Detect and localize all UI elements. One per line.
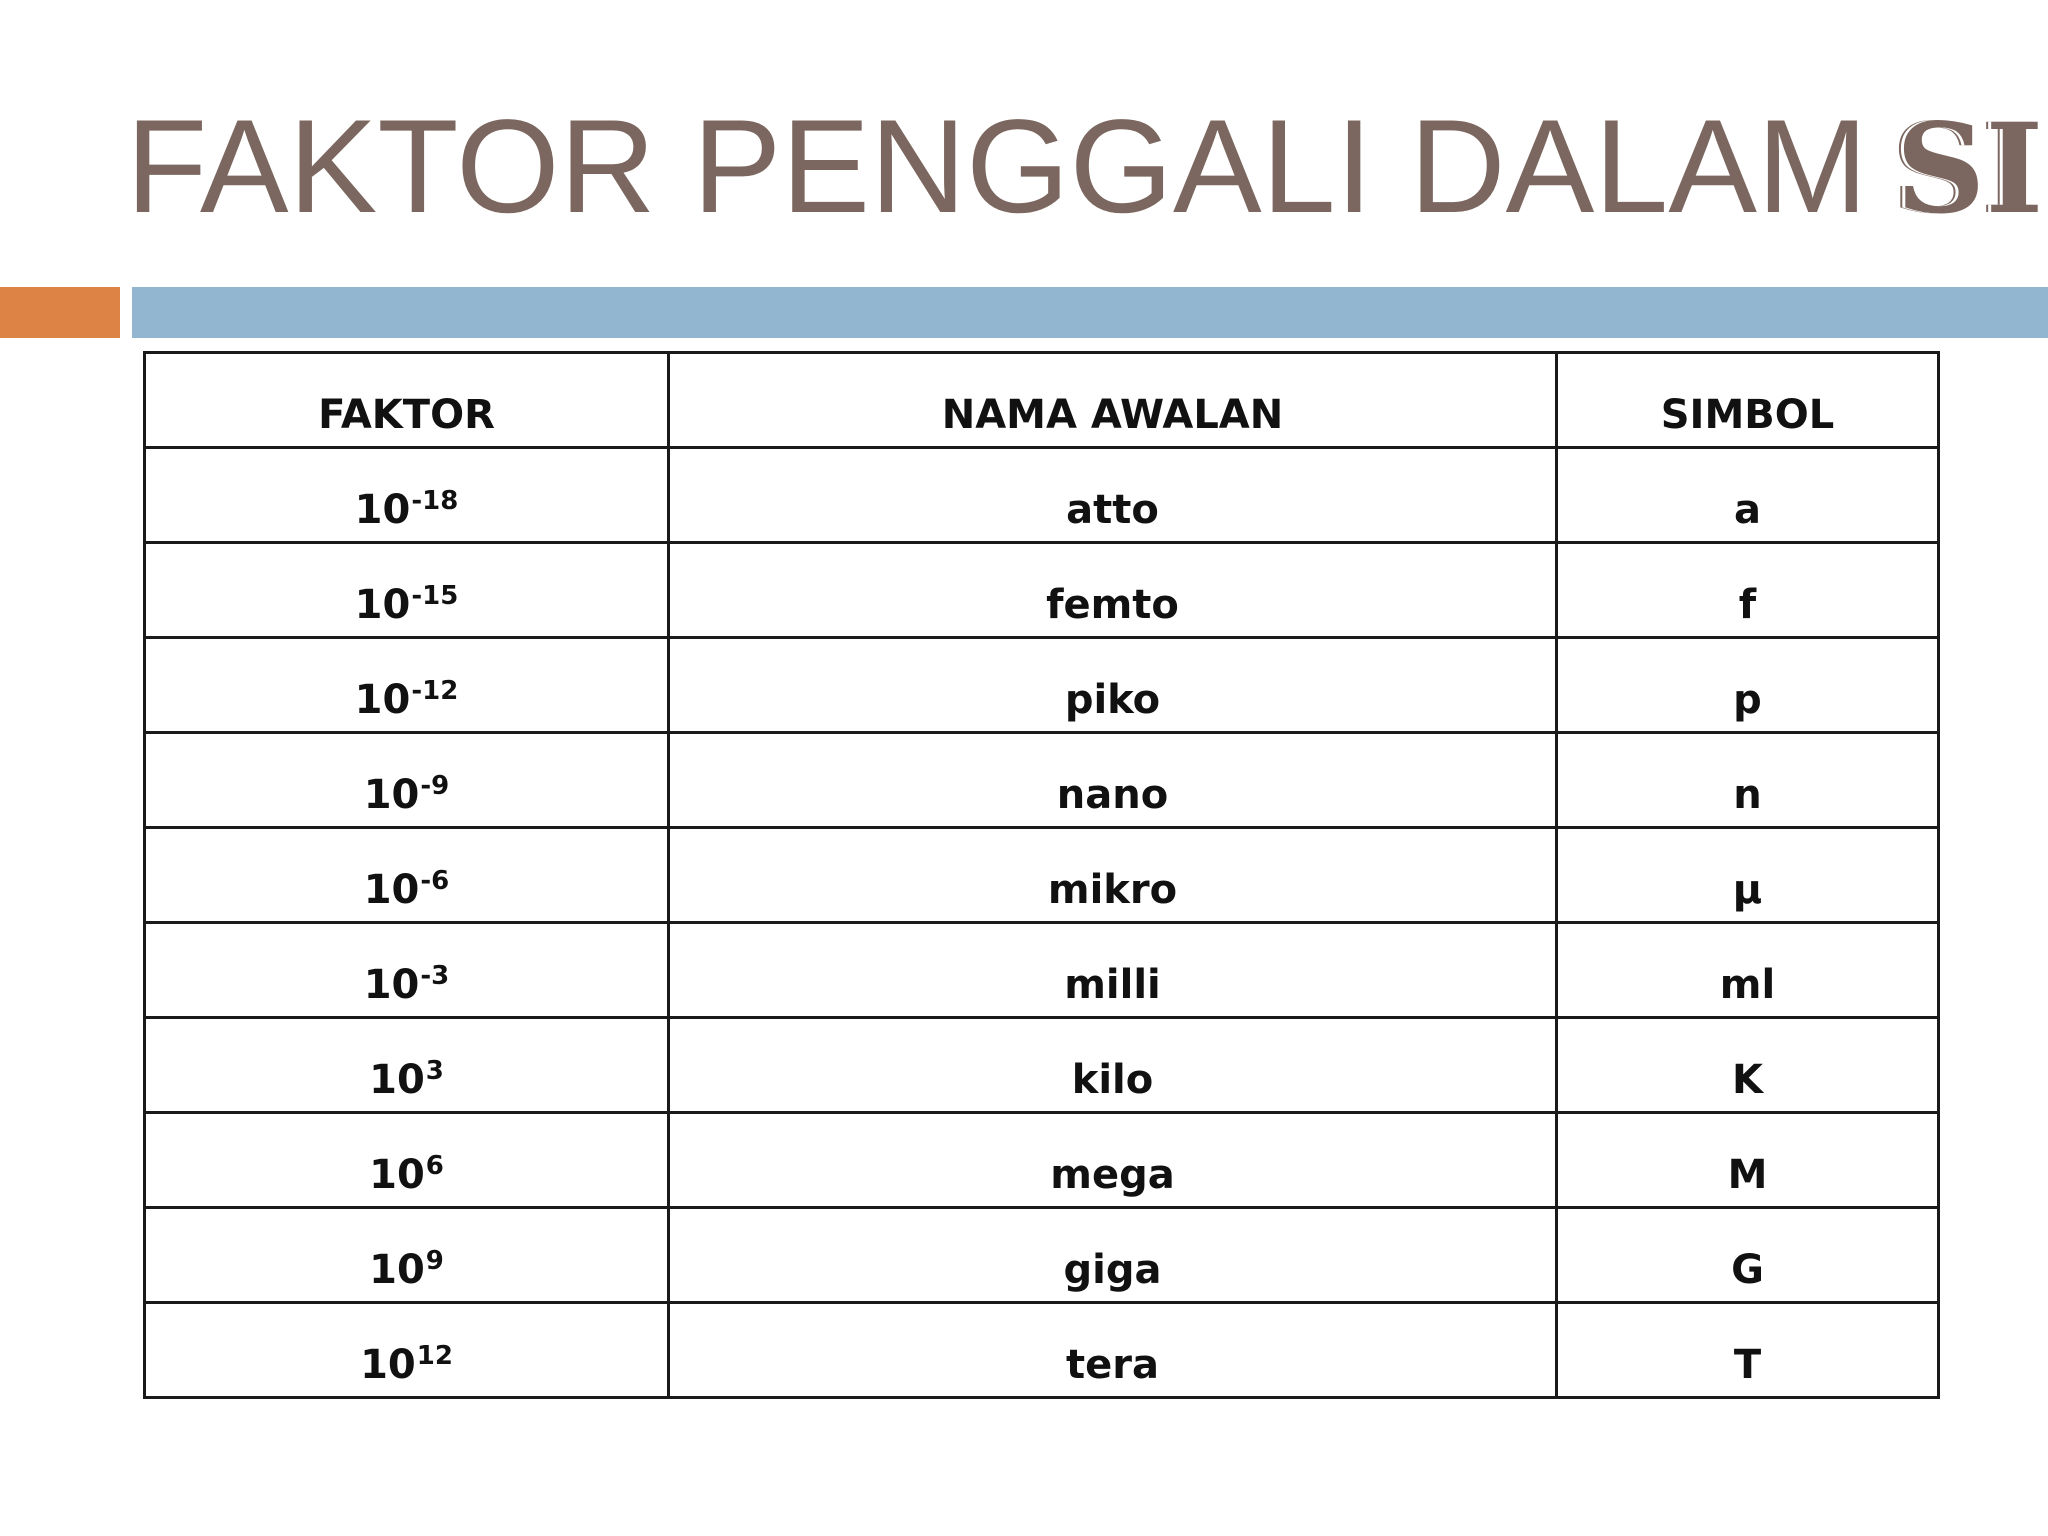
table-row — [145, 543, 1939, 638]
header-faktor: FAKTOR — [145, 353, 669, 448]
prefix-symbol-cell: n — [1557, 733, 1939, 828]
factor-exponent: 9 — [425, 1246, 444, 1276]
factor-base: 10 — [354, 677, 411, 723]
si-prefix-table — [143, 351, 1940, 1399]
factor-cell — [145, 1113, 669, 1208]
factor-cell — [145, 733, 669, 828]
prefix-symbol-cell: ml — [1557, 923, 1939, 1018]
header-nama-awalan: NAMA AWALAN — [669, 353, 1557, 448]
factor-exponent: 3 — [425, 1056, 444, 1086]
factor-exponent: -18 — [411, 486, 459, 516]
prefix-name-cell: femto — [669, 543, 1557, 638]
factor-exponent: -15 — [411, 581, 459, 611]
prefix-symbol-cell: a — [1557, 448, 1939, 543]
factor-cell — [145, 923, 669, 1018]
factor-base: 10 — [363, 867, 420, 913]
table-row — [145, 1113, 1939, 1208]
prefix-name-cell: nano — [669, 733, 1557, 828]
factor-base: 10 — [369, 1152, 425, 1198]
header-simbol: SIMBOL — [1557, 353, 1939, 448]
factor-cell — [145, 1208, 669, 1303]
prefix-symbol-cell: T — [1557, 1303, 1939, 1398]
prefix-symbol-cell: p — [1557, 638, 1939, 733]
factor-base: 10 — [360, 1342, 416, 1388]
prefix-name-cell: mega — [669, 1113, 1557, 1208]
factor-exponent: 12 — [416, 1341, 453, 1371]
factor-exponent: -3 — [420, 961, 450, 991]
table-row — [145, 1208, 1939, 1303]
factor-exponent: -6 — [420, 866, 450, 896]
factor-exponent: -9 — [420, 771, 450, 801]
table-row — [145, 828, 1939, 923]
prefix-name-cell: mikro — [669, 828, 1557, 923]
table-header-row — [145, 353, 1939, 448]
factor-base: 10 — [354, 487, 411, 533]
factor-base: 10 — [363, 772, 420, 818]
prefix-name-cell: tera — [669, 1303, 1557, 1398]
factor-base: 10 — [363, 962, 420, 1008]
table-row — [145, 448, 1939, 543]
prefix-symbol-cell: µ — [1557, 828, 1939, 923]
slide-title-main: FAKTOR PENGGALI DALAM — [126, 93, 1868, 241]
factor-cell — [145, 543, 669, 638]
prefix-name-cell: milli — [669, 923, 1557, 1018]
table-row — [145, 733, 1939, 828]
table-row — [145, 1018, 1939, 1113]
slide-title-accent: SI — [1895, 97, 2044, 242]
factor-base: 10 — [369, 1057, 425, 1103]
factor-base: 10 — [369, 1247, 425, 1293]
prefix-name-cell: piko — [669, 638, 1557, 733]
factor-exponent: -12 — [411, 676, 459, 706]
slide-title — [126, 92, 2043, 242]
factor-exponent: 6 — [425, 1151, 444, 1181]
prefix-symbol-cell: K — [1557, 1018, 1939, 1113]
factor-cell — [145, 448, 669, 543]
factor-cell — [145, 1018, 669, 1113]
factor-cell — [145, 828, 669, 923]
prefix-symbol-cell: f — [1557, 543, 1939, 638]
prefix-symbol-cell: M — [1557, 1113, 1939, 1208]
accent-bar-orange — [0, 287, 120, 338]
factor-base: 10 — [354, 582, 411, 628]
prefix-name-cell: atto — [669, 448, 1557, 543]
prefix-name-cell: kilo — [669, 1018, 1557, 1113]
prefix-symbol-cell: G — [1557, 1208, 1939, 1303]
factor-cell — [145, 1303, 669, 1398]
factor-cell — [145, 638, 669, 733]
table-row — [145, 923, 1939, 1018]
accent-bar-blue — [132, 287, 2048, 338]
table-row — [145, 1303, 1939, 1398]
table-row — [145, 638, 1939, 733]
prefix-name-cell: giga — [669, 1208, 1557, 1303]
